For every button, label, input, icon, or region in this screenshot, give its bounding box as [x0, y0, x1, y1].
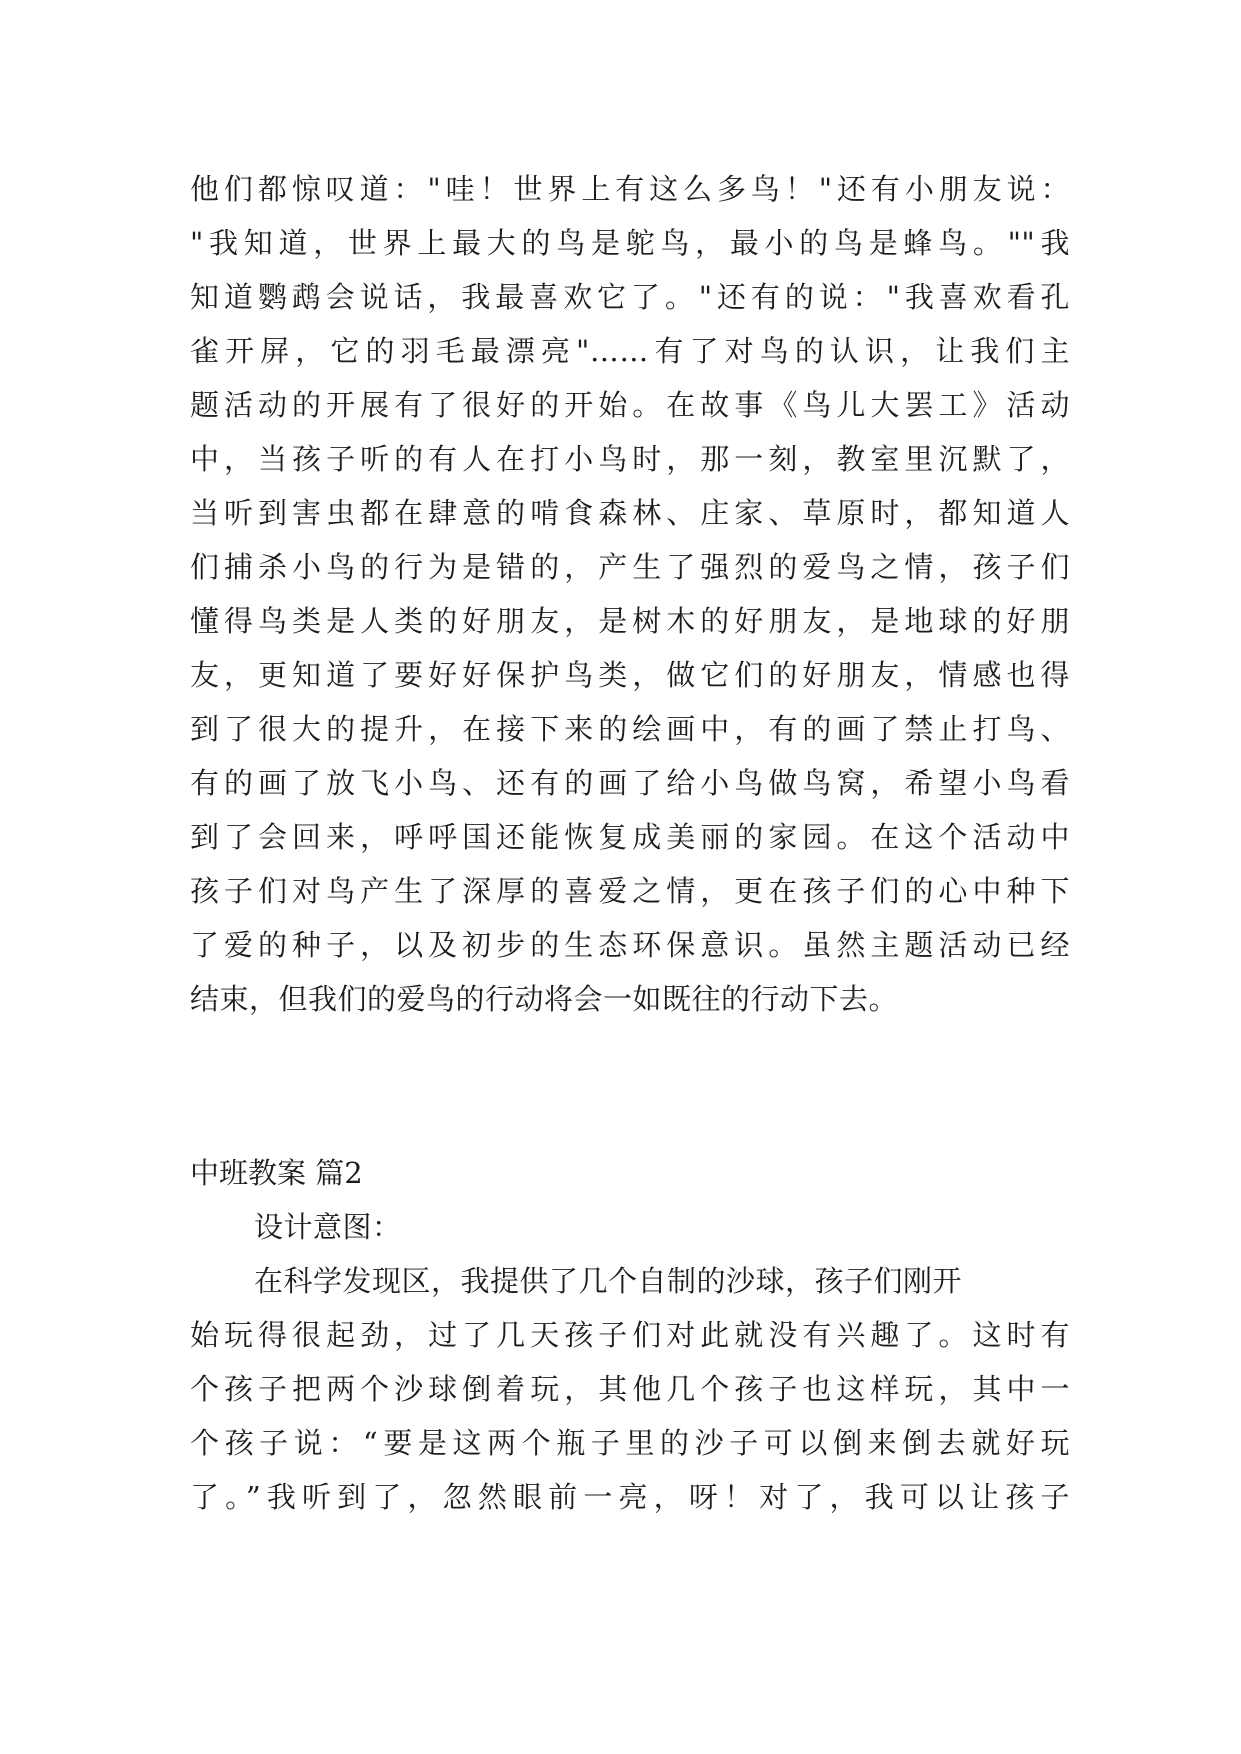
paragraph-line: "我知道，世界上最大的鸟是鸵鸟，最小的鸟是蜂鸟。""我 — [190, 226, 1070, 260]
paragraph-line: 有的画了放飞小鸟、还有的画了给小鸟做鸟窝，希望小鸟看 — [190, 766, 1070, 800]
paragraph-line: 了爱的种子，以及初步的生态环保意识。虽然主题活动已经 — [190, 928, 1070, 962]
paragraph-line: 雀开屏，它的羽毛最漂亮"……有了对鸟的认识，让我们主 — [190, 334, 1070, 368]
paragraph-line: 他们都惊叹道："哇！世界上有这么多鸟！"还有小朋友说： — [190, 172, 1070, 206]
design-label: 设计意图： — [254, 1210, 402, 1244]
paragraph-line: 结束，但我们的爱鸟的行动将会一如既往的行动下去。 — [190, 982, 899, 1016]
paragraph-line: 中，当孩子听的有人在打小鸟时，那一刻，教室里沉默了， — [190, 442, 1070, 476]
paragraph-line: 在科学发现区，我提供了几个自制的沙球，孩子们刚开 — [254, 1264, 963, 1298]
paragraph-1 — [190, 162, 1070, 1026]
paragraph-line: 始玩得很起劲，过了几天孩子们对此就没有兴趣了。这时有 — [190, 1318, 1070, 1352]
paragraph-2 — [190, 1200, 1070, 1524]
paragraph-line: 个孩子把两个沙球倒着玩，其他几个孩子也这样玩，其中一 — [190, 1372, 1070, 1406]
paragraph-line: 孩子们对鸟产生了深厚的喜爱之情，更在孩子们的心中种下 — [190, 874, 1070, 908]
paragraph-line: 友，更知道了要好好保护鸟类，做它们的好朋友，情感也得 — [190, 658, 1070, 692]
paragraph-line: 当听到害虫都在肆意的啃食森林、庄家、草原时，都知道人 — [190, 496, 1070, 530]
paragraph-line: 们捕杀小鸟的行为是错的，产生了强烈的爱鸟之情，孩子们 — [190, 550, 1070, 584]
paragraph-line: 个孩子说：“要是这两个瓶子里的沙子可以倒来倒去就好玩 — [190, 1426, 1070, 1460]
paragraph-line: 懂得鸟类是人类的好朋友，是树木的好朋友，是地球的好朋 — [190, 604, 1070, 638]
section-heading: 中班教案 篇2 — [190, 1156, 363, 1190]
paragraph-line: 到了会回来，呼呼国还能恢复成美丽的家园。在这个活动中 — [190, 820, 1070, 854]
paragraph-line: 到了很大的提升，在接下来的绘画中，有的画了禁止打鸟、 — [190, 712, 1070, 746]
paragraph-line: 了。”我听到了，忽然眼前一亮，呀！对了，我可以让孩子 — [190, 1480, 1070, 1514]
paragraph-line: 知道鹦鹉会说话，我最喜欢它了。"还有的说："我喜欢看孔 — [190, 280, 1070, 314]
paragraph-line: 题活动的开展有了很好的开始。在故事《鸟儿大罢工》活动 — [190, 388, 1070, 422]
